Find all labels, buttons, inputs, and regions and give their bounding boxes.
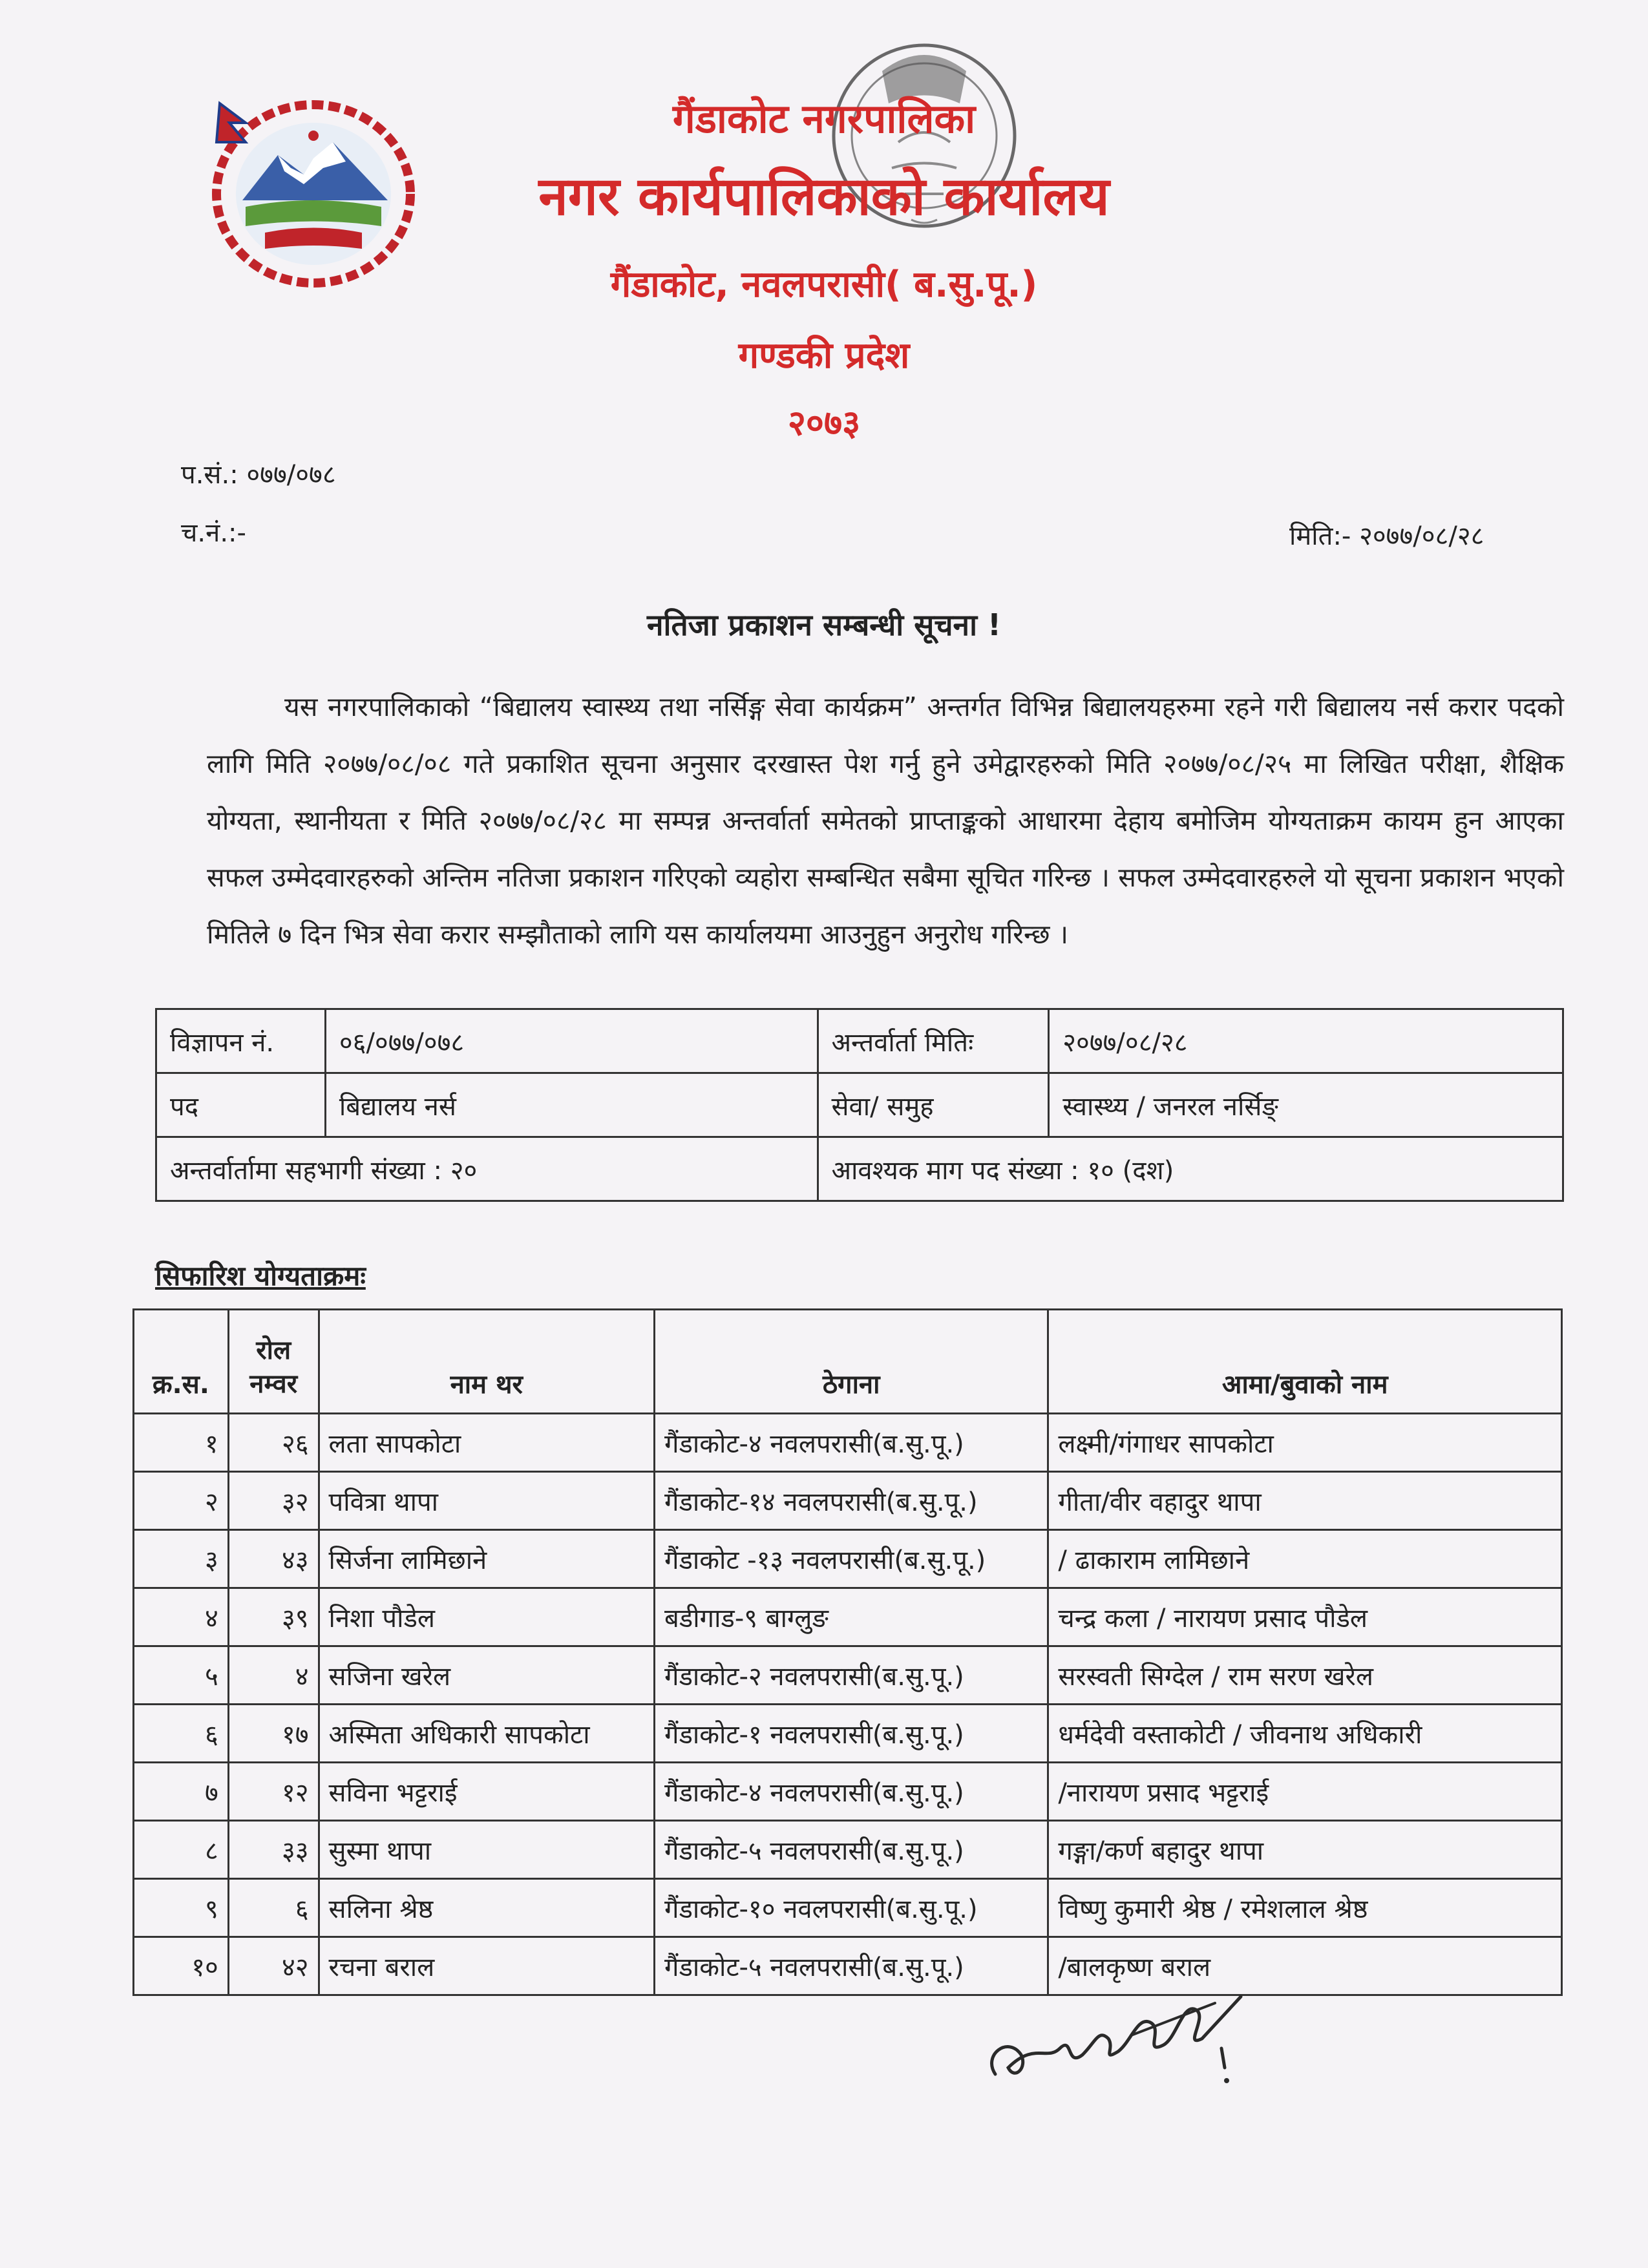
address-cell: बडीगाड-९ बाग्लुङ <box>654 1588 1048 1646</box>
notice-title: नतिजा प्रकाशन सम्बन्धी सूचना ! <box>647 607 1001 642</box>
recommendation-table <box>132 1308 1563 1996</box>
table-row <box>134 1705 1562 1763</box>
serial-cell: १० <box>134 1937 229 1995</box>
parents-cell: लक्ष्मी/गंगाधर सापकोटा <box>1048 1414 1562 1472</box>
address-cell: गैंडाकोट-२ नवलपरासी(ब.सु.पू.) <box>654 1646 1048 1705</box>
notice-body: यस नगरपालिकाको “बिद्यालय स्वास्थ्य तथा नर्सिङ्ग सेवा कार्यक्रम” अन्तर्गत विभिन्न बिद्यालयहरुमा रहने गरी बिद्यालय नर्स करार पदको लागि मिति २०७७/०८/०८ गते प्रकाशित सूचना अनुसार दरखास्त पेश गर्नु हुने उमेद्वारहरुको मिति २०७७/०८/२५ मा लिखित परीक्षा, शैक्षिक योग्यता, स्थानीयता र मिति २०७७/०८/२८ मा सम्पन्न अन्तर्वार्ता समेतको प्राप्ताङ्कको आधारमा देहाय बमोजिम योग्यताक्रम कायम हुन आएका सफल उम्मेदवारहरुको अन्तिम नतिजा प्रकाशन गरिएको व्यहोरा सम्बन्धित सबैमा सूचित गरिन्छ । सफल उम्मेदवारहरुले यो सूचना प्रकाशन भएको मितिले ७ दिन भित्र सेवा करार सम्झौताको लागि यस कार्यालयमा आउनुहुन अनुरोध गरिन्छ । <box>207 691 1564 950</box>
roll-cell: ४ <box>228 1646 319 1705</box>
roll-cell: ३२ <box>228 1472 319 1530</box>
serial-cell: ९ <box>134 1879 229 1937</box>
parents-cell: चन्द्र कला / नारायण प्रसाद पौडेल <box>1048 1588 1562 1646</box>
parents-cell: गीता/वीर वहादुर थापा <box>1048 1472 1562 1530</box>
parents-cell: धर्मदेवी वस्ताकोटी / जीवनाथ अधिकारी <box>1048 1705 1562 1763</box>
table-row <box>134 1646 1562 1705</box>
participants-count: अन्तर्वार्तामा सहभागी संख्या : २० <box>156 1137 818 1201</box>
name-cell: लता सापकोटा <box>319 1414 654 1472</box>
table-header-row <box>134 1310 1562 1414</box>
col-name: नाम थर <box>319 1310 654 1414</box>
serial-cell: ४ <box>134 1588 229 1646</box>
dispatch-number: च.नं.:- <box>181 518 246 548</box>
name-cell: अस्मिता अधिकारी सापकोटा <box>319 1705 654 1763</box>
parents-cell: /बालकृष्ण बराल <box>1048 1937 1562 1995</box>
roll-cell: ३९ <box>228 1588 319 1646</box>
serial-cell: ८ <box>134 1821 229 1879</box>
roll-cell: १२ <box>228 1763 319 1821</box>
roll-cell: ६ <box>228 1879 319 1937</box>
parents-cell: विष्णु कुमारी श्रेष्ठ / रमेशलाल श्रेष्ठ <box>1048 1879 1562 1937</box>
table-row <box>134 1472 1562 1530</box>
col-parents-name: आमा/बुवाको नाम <box>1048 1310 1562 1414</box>
serial-cell: ७ <box>134 1763 229 1821</box>
ad-number: ०६/०७७/०७८ <box>325 1009 818 1073</box>
serial-cell: ५ <box>134 1646 229 1705</box>
name-cell: सलिना श्रेष्ठ <box>319 1879 654 1937</box>
header-office-name: नगर कार्यपालिकाको कार्यालय <box>538 166 1110 227</box>
roll-cell: ३३ <box>228 1821 319 1879</box>
table-row <box>134 1937 1562 1995</box>
address-cell: गैंडाकोट-४ नवलपरासी(ब.सु.पू.) <box>654 1414 1048 1472</box>
post-label: पद <box>156 1073 326 1137</box>
header-municipality: गैंडाकोट नगरपालिका <box>672 95 976 142</box>
service-value: स्वास्थ्य / जनरल नर्सिङ् <box>1049 1073 1563 1137</box>
recommendation-section-label: सिफारिश योग्यताक्रमः <box>155 1260 366 1292</box>
table-row <box>134 1588 1562 1646</box>
name-cell: सजिना खरेल <box>319 1646 654 1705</box>
table-row <box>134 1763 1562 1821</box>
interview-date: २०७७/०८/२८ <box>1049 1009 1563 1073</box>
parents-cell: / ढाकाराम लामिछाने <box>1048 1530 1562 1588</box>
col-address: ठेगाना <box>654 1310 1048 1414</box>
col-serial: क्र.स. <box>134 1310 229 1414</box>
address-cell: गैंडाकोट-५ नवलपरासी(ब.सु.पू.) <box>654 1821 1048 1879</box>
serial-cell: २ <box>134 1472 229 1530</box>
address-cell: गैंडाकोट -१३ नवलपरासी(ब.सु.पू.) <box>654 1530 1048 1588</box>
interview-date-label: अन्तर्वार्ता मितिः <box>818 1009 1049 1073</box>
roll-cell: ४३ <box>228 1530 319 1588</box>
address-cell: गैंडाकोट-१४ नवलपरासी(ब.सु.पू.) <box>654 1472 1048 1530</box>
signature <box>969 1977 1254 2106</box>
table-row <box>134 1530 1562 1588</box>
name-cell: सिर्जना लामिछाने <box>319 1530 654 1588</box>
table-row <box>134 1414 1562 1472</box>
info-row <box>156 1009 1563 1073</box>
address-cell: गैंडाकोट-१० नवलपरासी(ब.सु.पू.) <box>654 1879 1048 1937</box>
table-row <box>134 1879 1562 1937</box>
notice-date: मिति:- २०७७/०८/२८ <box>1289 521 1484 551</box>
ad-number-label: विज्ञापन नं. <box>156 1009 326 1073</box>
required-posts-count: आवश्यक माग पद संख्या : १० (दश) <box>818 1137 1563 1201</box>
col-roll-number: रोल नम्वर <box>228 1310 319 1414</box>
advertisement-info-table <box>155 1008 1564 1202</box>
roll-cell: २६ <box>228 1414 319 1472</box>
roll-cell: १७ <box>228 1705 319 1763</box>
address-cell: गैंडाकोट-१ नवलपरासी(ब.सु.पू.) <box>654 1705 1048 1763</box>
info-row <box>156 1137 1563 1201</box>
header-province: गण्डकी प्रदेश <box>738 335 910 377</box>
name-cell: रचना बराल <box>319 1937 654 1995</box>
serial-cell: ६ <box>134 1705 229 1763</box>
reference-number: प.सं.: ०७७/०७८ <box>181 460 336 490</box>
roll-cell: ४२ <box>228 1937 319 1995</box>
service-label: सेवा/ समुह <box>818 1073 1049 1137</box>
post-value: बिद्यालय नर्स <box>325 1073 818 1137</box>
address-cell: गैंडाकोट-५ नवलपरासी(ब.सु.पू.) <box>654 1937 1048 1995</box>
serial-cell: ३ <box>134 1530 229 1588</box>
name-cell: सुस्मा थापा <box>319 1821 654 1879</box>
table-row <box>134 1821 1562 1879</box>
parents-cell: /नारायण प्रसाद भट्टराई <box>1048 1763 1562 1821</box>
serial-cell: १ <box>134 1414 229 1472</box>
info-row <box>156 1073 1563 1137</box>
name-cell: निशा पौडेल <box>319 1588 654 1646</box>
parents-cell: गङ्गा/कर्ण बहादुर थापा <box>1048 1821 1562 1879</box>
header-address: गैंडाकोट, नवलपरासी( ब.सु.पू.) <box>610 264 1038 306</box>
address-cell: गैंडाकोट-४ नवलपरासी(ब.सु.पू.) <box>654 1763 1048 1821</box>
name-cell: पवित्रा थापा <box>319 1472 654 1530</box>
parents-cell: सरस्वती सिग्देल / राम सरण खरेल <box>1048 1646 1562 1705</box>
name-cell: सविना भट्टराई <box>319 1763 654 1821</box>
header-year: २०७३ <box>787 403 861 443</box>
